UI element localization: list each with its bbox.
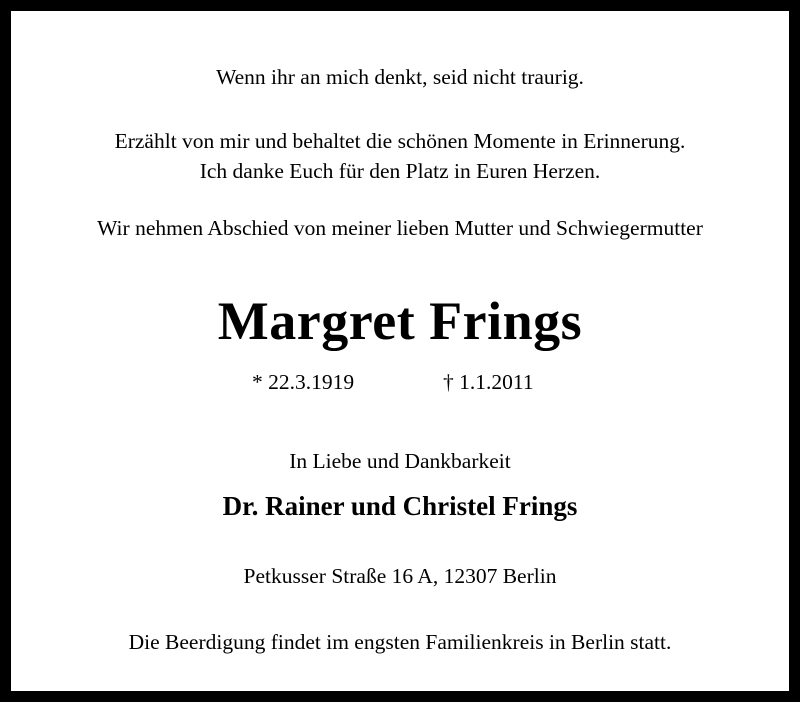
tribute-line: In Liebe und Dankbarkeit bbox=[289, 449, 511, 473]
birth-date: * 22.3.1919 bbox=[252, 370, 355, 394]
deceased-name: Margret Frings bbox=[217, 291, 583, 351]
farewell-line: Wir nehmen Abschied von meiner lieben Mutter und Schwiegermutter bbox=[97, 216, 703, 240]
verse-line-1: Wenn ihr an mich denkt, seid nicht traurig. bbox=[216, 65, 584, 89]
funeral-info: Die Beerdigung findet im engsten Familienkreis in Berlin statt. bbox=[128, 630, 672, 654]
verse-line-3: Ich danke Euch für den Platz in Euren Herzen. bbox=[199, 159, 601, 183]
life-dates bbox=[0, 372, 800, 398]
death-date: † 1.1.2011 bbox=[443, 370, 534, 394]
mourners-names: Dr. Rainer und Christel Frings bbox=[222, 491, 578, 521]
address-line: Petkusser Straße 16 A, 12307 Berlin bbox=[243, 564, 557, 588]
verse-line-2: Erzählt von mir und behaltet die schönen Momente in Erinnerung. bbox=[114, 129, 686, 153]
